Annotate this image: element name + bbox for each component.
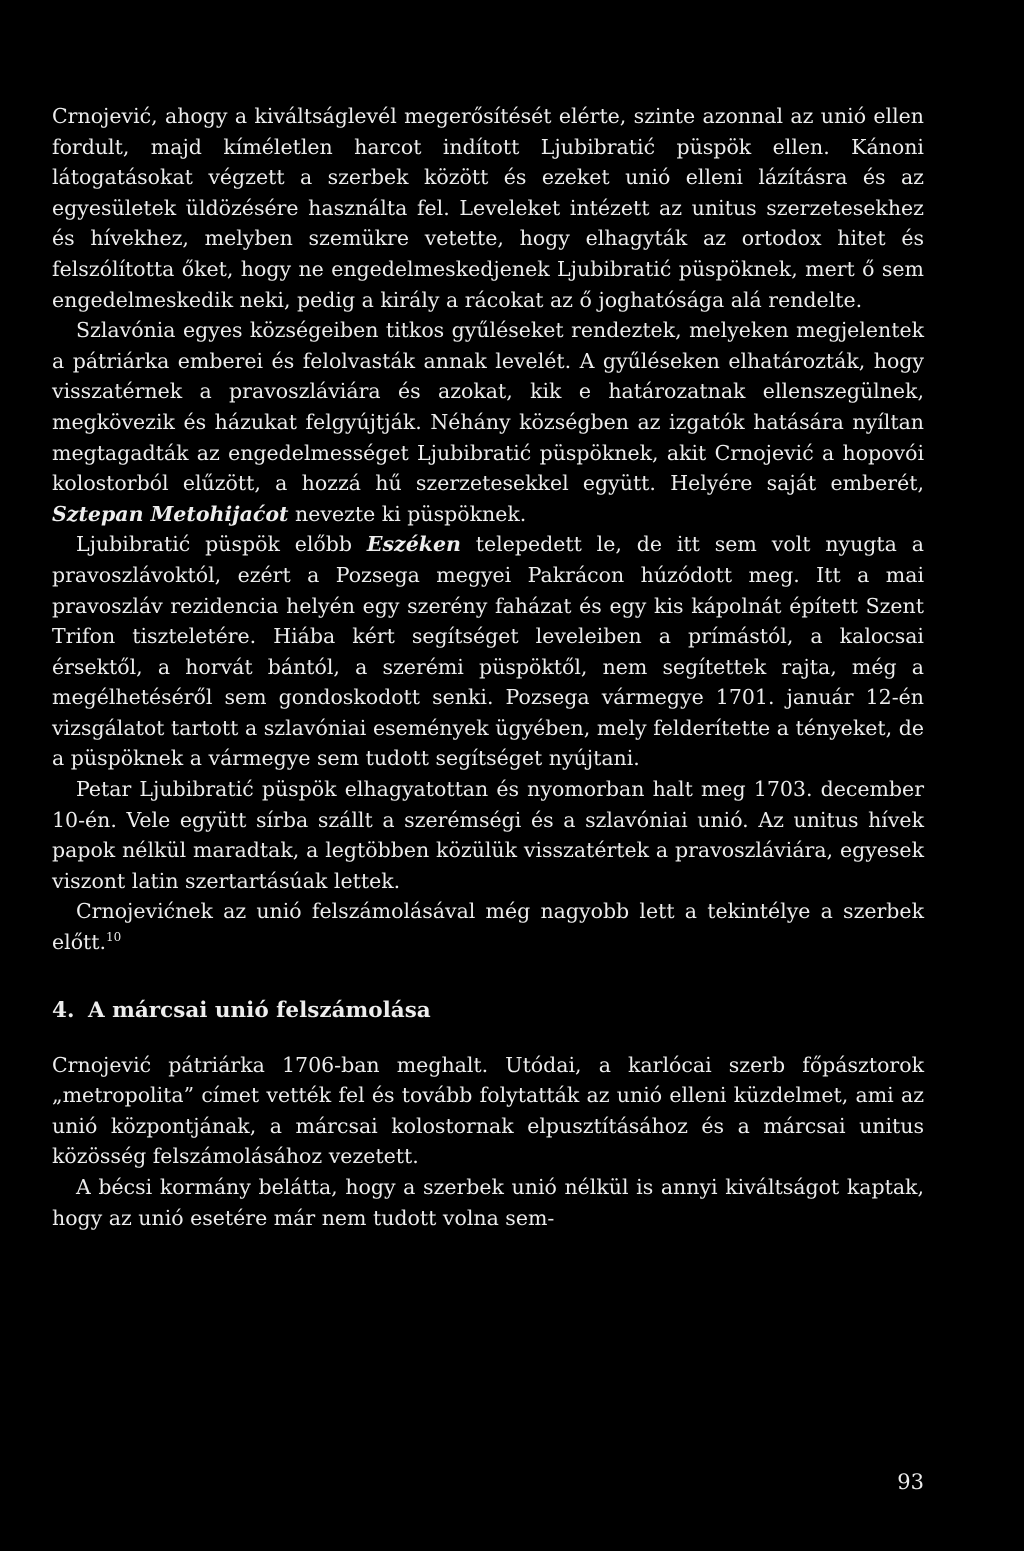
paragraph <box>52 529 924 774</box>
paragraph-text: nevezte ki püspöknek. <box>288 501 527 526</box>
paragraph <box>52 315 924 529</box>
section-number: 4. <box>52 997 75 1023</box>
emphasis-text: Sztepan Metohijaćot <box>52 501 289 526</box>
paragraph-text: Crnojevićnek az unió felszámolásával még nagyobb lett a tekintélye a szerbek előtt. <box>52 899 924 955</box>
page-body <box>52 101 924 1233</box>
paragraph-text: Crnojević pátriárka 1706-ban meghalt. Utódai, a karlócai szerb főpásztorok „metropolita” címet vették fel és tovább folytatták az unió elleni küzdelmet, ami az unió központjának, a márcsai kolostornak elpusztításához és a márcsai unitus közösség felszámolásához vezetett. <box>52 1052 924 1169</box>
section-heading <box>52 996 924 1026</box>
paragraph <box>52 896 924 957</box>
emphasis-text: Eszéken <box>366 532 461 557</box>
paragraph-text: Crnojević, ahogy a kiváltságlevél megerősítését elérte, szinte azonnal az unió ellen fordult, majd kíméletlen harcot indított Ljubibratić püspök ellen. Kánoni látogatásokat végzett a szerbek között és ezeket unió elleni lázításra és az egyesületek üldözésére használta fel. Leveleket intézett az unitus szerzetesekhez és hívekhez, melyben szemükre vetette, hogy elhagyták az ortodox hitet és felszólította őket, hogy ne engedelmeskedjenek Ljubibratić püspöknek, mert ő sem engedelmeskedik neki, pedig a király a rácokat az ő joghatósága alá rendelte. <box>52 104 924 312</box>
paragraph-text: telepedett le, de itt sem volt nyugta a pravoszlávoktól, ezért a Pozsega megyei Pakrácon húzódott meg. Itt a mai pravoszláv rezidencia helyén egy szerény faházat és egy kis kápolnát épített Szent Trifon tiszteletére. Hiába kért segítséget leveleiben a prímástól, a kalocsai érsektől, a horvát bántól, a szerémi püspöktől, nem segítettek rajta, még a megélhetéséről sem gondoskodott senki. Pozsega vármegye 1701. január 12-én vizsgálatot tartott a szlavóniai események ügyében, mely felderítette a tényeket, de a püspöknek a vármegye sem tudott segítséget nyújtani. <box>52 532 924 771</box>
paragraph <box>52 101 924 315</box>
footnote-ref: 10 <box>106 930 122 945</box>
section-title: A márcsai unió felszámolása <box>87 997 431 1023</box>
text-block-bottom <box>52 1050 924 1234</box>
paragraph-text: Petar Ljubibratić püspök elhagyatottan és nyomorban halt meg 1703. december 10-én. Vele együtt sírba szállt a szerémségi és a szlavóniai unió. Az unitus hívek papok nélkül maradtak, a legtöbben közülük visszatértek a pravoszláviára, egyesek viszont latin szertartásúak lettek. <box>52 777 924 893</box>
text-block-top <box>52 101 924 958</box>
paragraph <box>52 774 924 896</box>
paragraph-text: Szlavónia egyes községeiben titkos gyűléseket rendeztek, melyeken megjelentek a pátriárka emberei és felolvasták annak levelét. A gyűléseken elhatározták, hogy visszatérnek a pravoszláviára és azokat, kik e határozatnak ellenszegülnek, megkövezik és házukat felgyújtják. Néhány községben az izgatók hatására nyíltan megtagadták az engedelmességet Ljubibratić püspöknek, akit Crnojević a hopovói kolostorból elűzött, a hozzá hű szerzetesekkel együtt. Helyére saját emberét, <box>52 318 924 496</box>
paragraph <box>52 1050 924 1172</box>
paragraph <box>52 1172 924 1233</box>
page-number: 93 <box>897 1470 924 1494</box>
paragraph-text: Ljubibratić püspök előbb <box>76 532 367 557</box>
paragraph-text: A bécsi kormány belátta, hogy a szerbek unió nélkül is annyi kiváltságot kaptak, hogy az unió esetére már nem tudott volna sem- <box>52 1175 924 1230</box>
